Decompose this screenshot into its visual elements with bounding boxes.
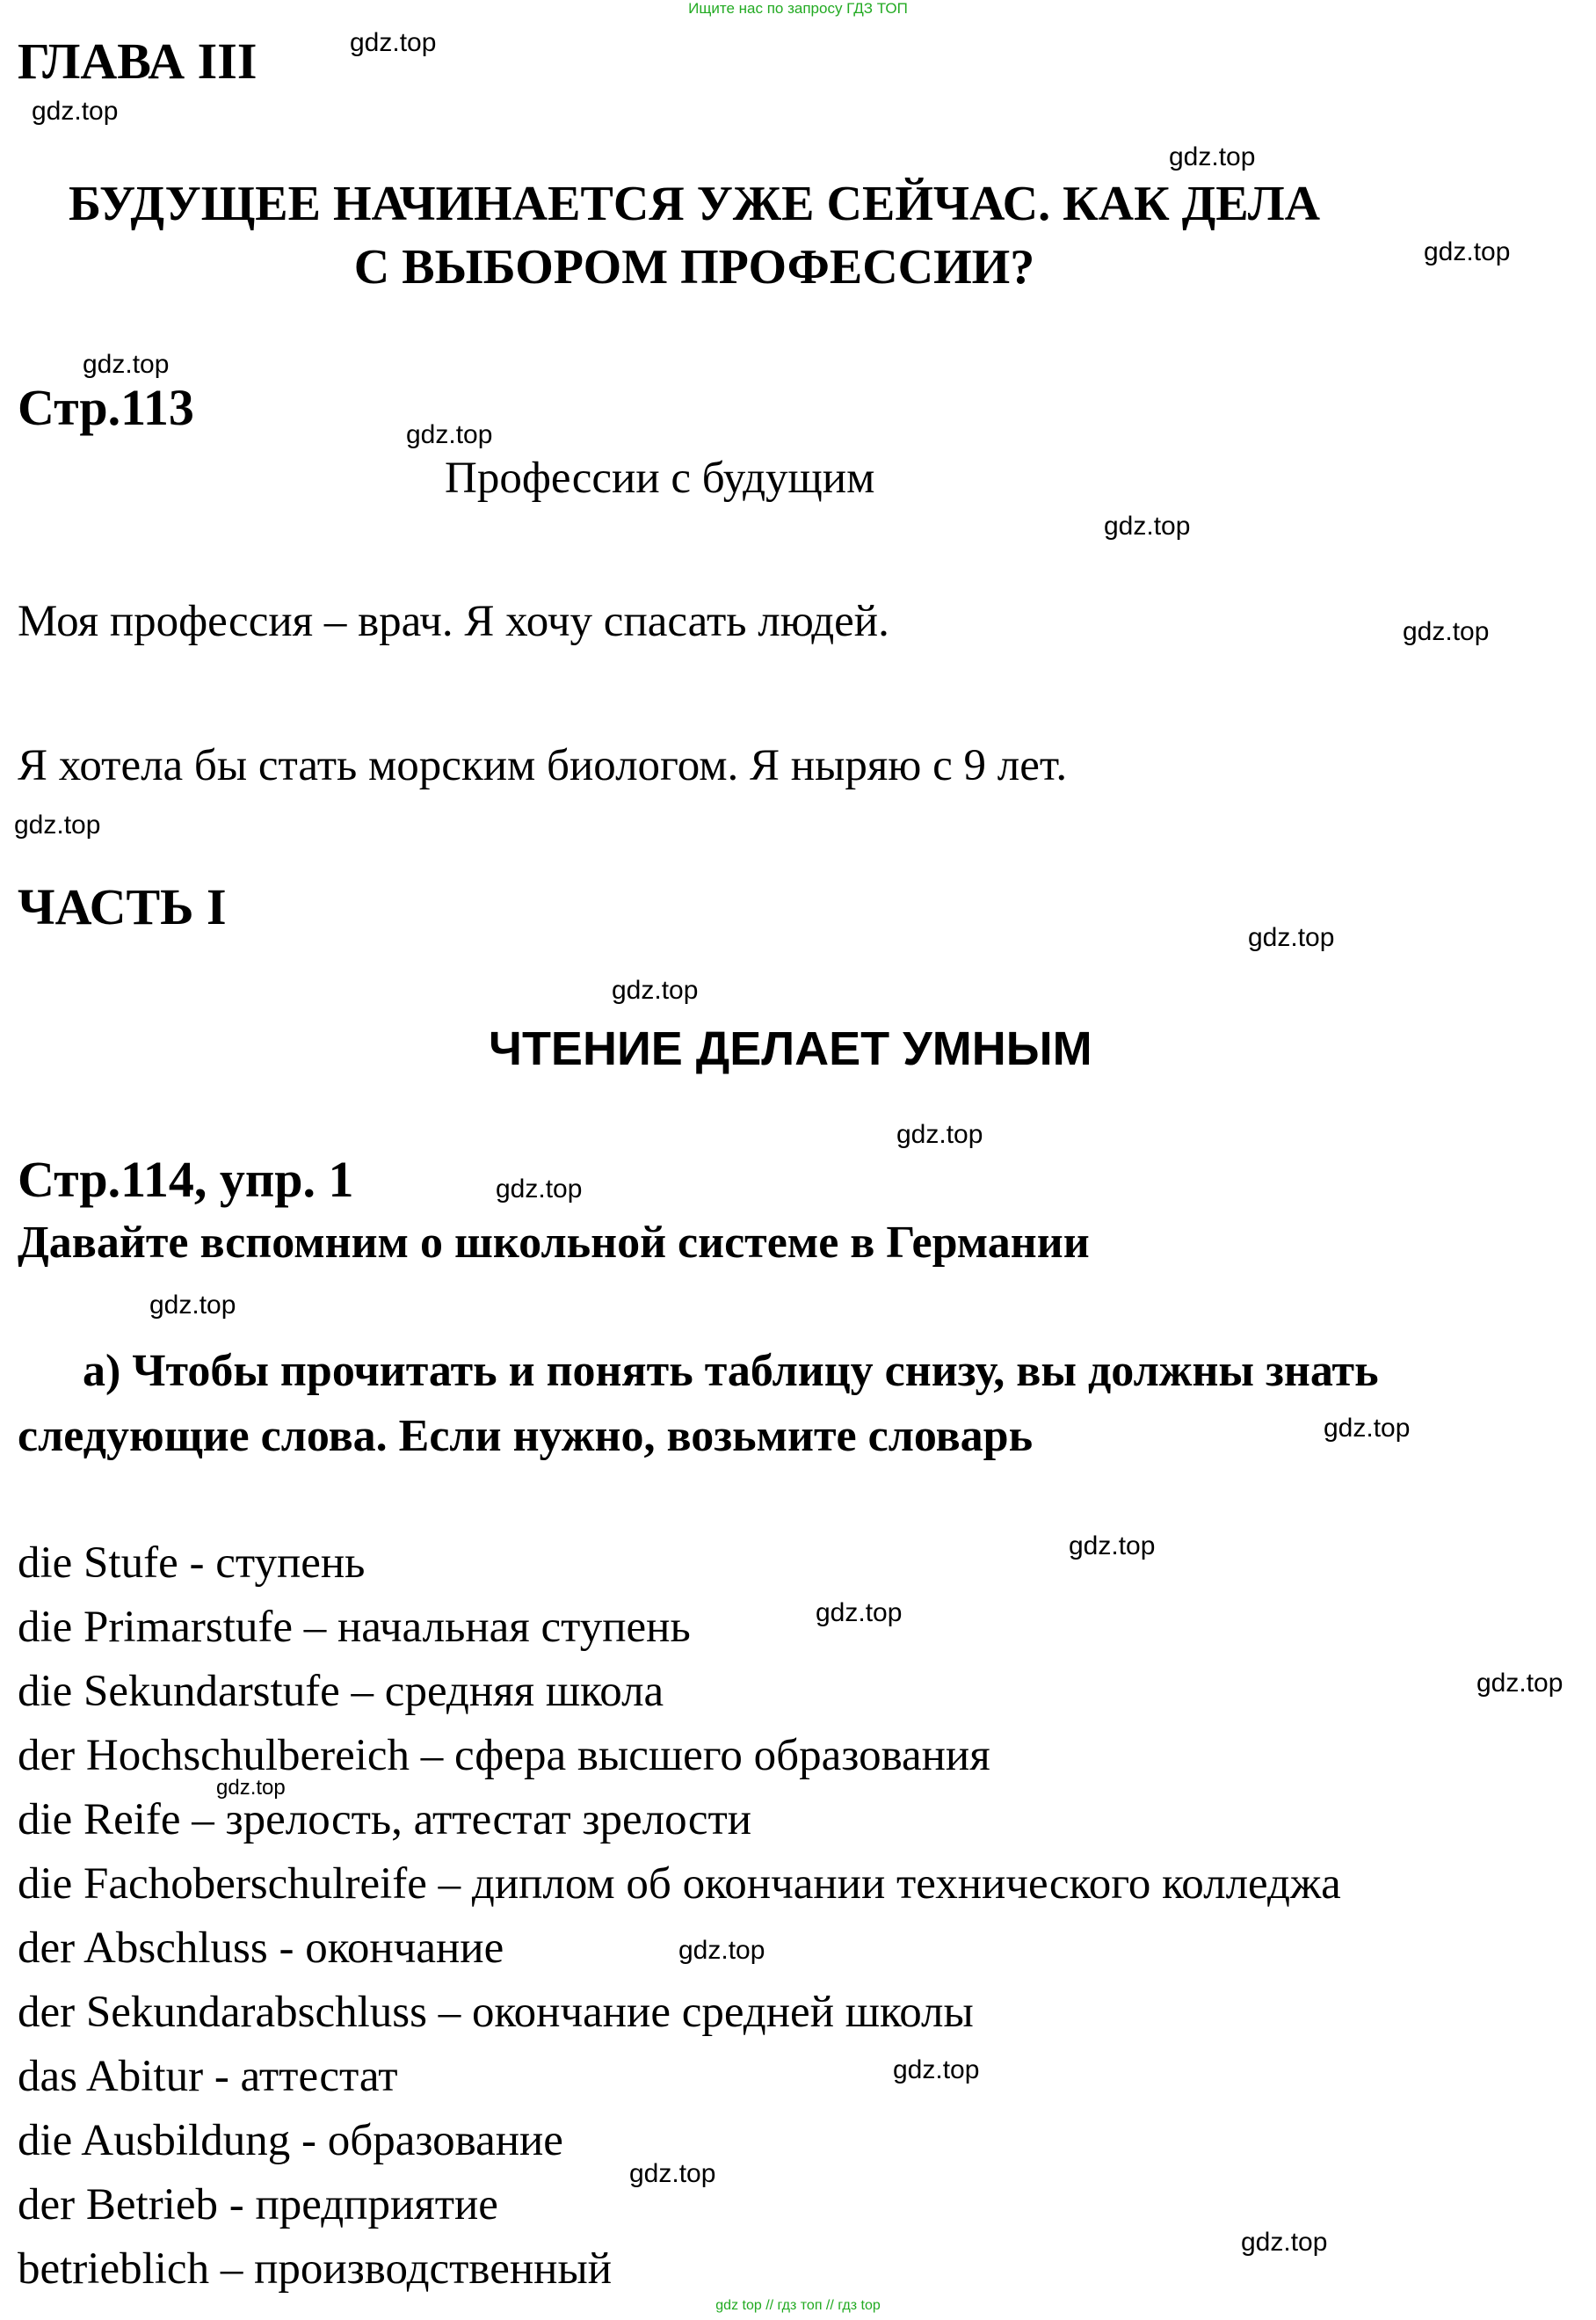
- sentence-doctor: Моя профессия – врач. Я хочу спасать людей.: [18, 597, 889, 646]
- vocab-item: die Primarstufe – начальная ступень: [18, 1603, 691, 1652]
- watermark: gdz.top: [1169, 142, 1256, 171]
- vocab-item: der Hochschulbereich – сфера высшего образования: [18, 1731, 990, 1780]
- sentence-biologist: Я хотела бы стать морским биологом. Я ныряю с 9 лет.: [18, 741, 1068, 790]
- section-title: Профессии с будущим: [445, 454, 875, 503]
- vocab-item: betrieblich – производственный: [18, 2244, 612, 2294]
- watermark: gdz.top: [406, 420, 493, 449]
- watermark: gdz.top: [1403, 617, 1490, 646]
- chapter-title-line-1: БУДУЩЕЕ НАЧИНАЕТСЯ УЖЕ СЕЙЧАС. КАК ДЕЛА: [68, 177, 1321, 231]
- watermark: gdz.top: [1476, 1669, 1563, 1698]
- exercise-ref: Стр.114, упр. 1: [18, 1151, 354, 1208]
- vocab-item: die Sekundarstufe – средняя школа: [18, 1667, 664, 1716]
- vocab-item: die Ausbildung - образование: [18, 2116, 563, 2165]
- vocab-item: der Abschluss - окончание: [18, 1924, 504, 1973]
- task-line-1: а) Чтобы прочитать и понять таблицу снизу, вы должны знать: [83, 1346, 1379, 1396]
- exercise-title: Давайте вспомним о школьной системе в Германии: [18, 1218, 1090, 1268]
- chapter-title-line-2: С ВЫБОРОМ ПРОФЕССИИ?: [353, 240, 1035, 295]
- chapter-heading: ГЛАВА III: [18, 33, 258, 90]
- watermark: gdz.top: [14, 811, 101, 840]
- vocab-item: die Stufe - ступень: [18, 1538, 366, 1588]
- watermark: gdz.top: [678, 1936, 765, 1965]
- vocab-item: der Sekundarabschluss – окончание средней школы: [18, 1988, 974, 2037]
- footer-links[interactable]: gdz top // гдз топ // гдз top: [715, 2298, 881, 2313]
- task-line-2: следующие слова. Если нужно, возьмите словарь: [18, 1411, 1034, 1461]
- top-search-link[interactable]: Ищите нас по запросу ГДЗ ТОП: [688, 0, 908, 17]
- part-title: ЧТЕНИЕ ДЕЛАЕТ УМНЫМ: [489, 1022, 1092, 1075]
- watermark: gdz.top: [83, 350, 170, 379]
- watermark: gdz.top: [1241, 2228, 1328, 2257]
- watermark: gdz.top: [1248, 923, 1335, 952]
- watermark: gdz.top: [893, 2055, 980, 2084]
- watermark: gdz.top: [612, 976, 699, 1005]
- watermark: gdz.top: [1424, 237, 1511, 266]
- watermark: gdz.top: [216, 1776, 286, 1800]
- page-113-label: Стр.113: [18, 379, 194, 436]
- watermark: gdz.top: [629, 2159, 716, 2188]
- watermark: gdz.top: [1104, 512, 1191, 541]
- watermark: gdz.top: [896, 1120, 983, 1149]
- part-heading: ЧАСТЬ I: [18, 878, 227, 935]
- vocab-item: die Reife – зрелость, аттестат зрелости: [18, 1795, 752, 1844]
- vocab-item: das Abitur - аттестат: [18, 2052, 398, 2101]
- watermark: gdz.top: [350, 28, 437, 57]
- watermark: gdz.top: [1069, 1531, 1156, 1560]
- watermark: gdz.top: [32, 97, 119, 126]
- watermark: gdz.top: [149, 1291, 236, 1320]
- vocab-item: der Betrieb - предприятие: [18, 2180, 498, 2229]
- watermark: gdz.top: [816, 1598, 903, 1627]
- watermark: gdz.top: [496, 1175, 583, 1204]
- watermark: gdz.top: [1324, 1414, 1411, 1443]
- vocab-item: die Fachoberschulreife – диплом об окончании технического колледжа: [18, 1859, 1341, 1909]
